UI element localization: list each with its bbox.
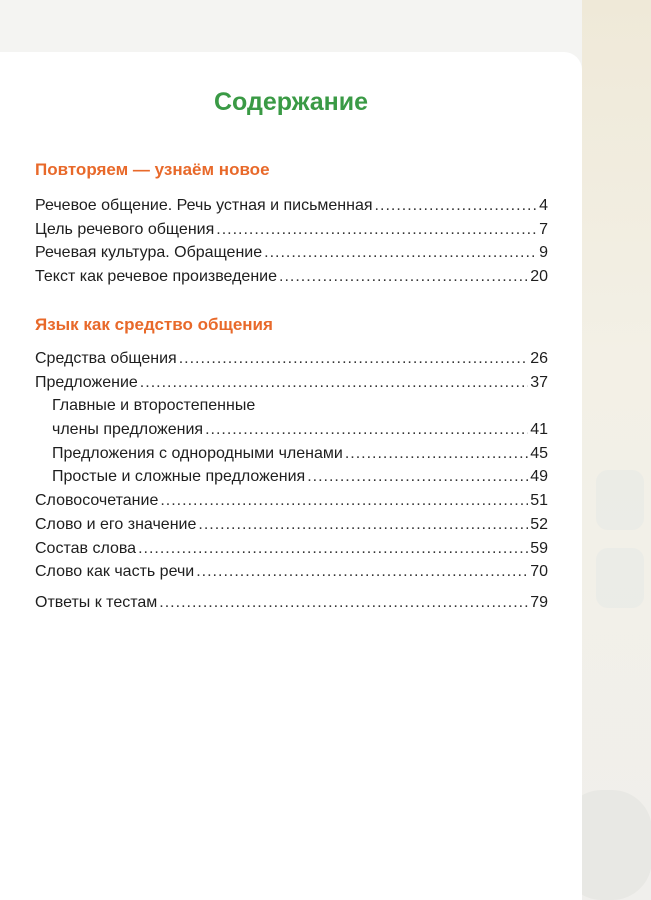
toc-item[interactable] (35, 468, 548, 492)
decorative-shape (596, 548, 644, 608)
toc-item[interactable] (35, 350, 548, 374)
section-title-language: Язык как средство общения (35, 315, 273, 334)
toc-item[interactable] (35, 540, 548, 564)
toc-item-label: Речевое общение. Речь устная и письменная (35, 197, 373, 214)
toc-item[interactable] (35, 374, 548, 398)
leader-dots (216, 221, 537, 239)
toc-list-review (35, 197, 548, 292)
toc-item-label: Состав слова (35, 539, 137, 557)
toc-item-label: Слово как часть речи (35, 563, 195, 581)
toc-item-label: Предложения с однородными членами (52, 444, 343, 462)
leader-dots (205, 421, 528, 439)
toc-item-page: 45 (530, 444, 548, 462)
toc-item-label: Главные и второстепенные (52, 397, 256, 415)
toc-item[interactable] (35, 397, 548, 421)
toc-item-label: Ответы к тестам (35, 594, 158, 611)
toc-item[interactable] (35, 268, 548, 292)
toc-item-page: 4 (539, 197, 548, 214)
toc-item[interactable] (35, 421, 548, 445)
leader-dots (375, 197, 538, 215)
toc-item[interactable] (35, 244, 548, 268)
toc-item-label: Словосочетание (35, 492, 159, 510)
toc-item-label: Простые и сложные предложения (52, 468, 306, 486)
toc-list-answers (35, 594, 548, 618)
toc-item-label: Речевая культура. Обращение (35, 244, 263, 262)
leader-dots (307, 468, 528, 486)
toc-item-label: Текст как речевое произведение (35, 268, 277, 286)
toc-item-label: члены предложения (52, 421, 204, 439)
toc-item-page: 37 (530, 373, 548, 391)
toc-item-label: Предложение (35, 373, 138, 391)
leader-dots (279, 268, 528, 286)
section-title-review: Повторяем — узнаём новое (35, 160, 270, 179)
toc-item-page: 79 (530, 594, 548, 611)
toc-item[interactable] (35, 492, 548, 516)
leader-dots (140, 374, 528, 392)
toc-item[interactable] (35, 221, 548, 245)
toc-item-page: 26 (530, 350, 548, 367)
toc-item-label: Средства общения (35, 350, 177, 367)
leader-dots (138, 540, 528, 558)
toc-item-page: 51 (530, 492, 548, 510)
toc-list-language (35, 350, 548, 587)
toc-item[interactable] (35, 197, 548, 221)
leader-dots (179, 350, 528, 368)
leader-dots (198, 516, 528, 534)
decorative-shape (596, 470, 644, 530)
leader-dots (264, 244, 537, 262)
toc-item-page: 59 (530, 539, 548, 557)
toc-item[interactable] (35, 516, 548, 540)
next-page-edge (582, 0, 651, 900)
toc-item[interactable] (35, 563, 548, 587)
toc-item[interactable] (35, 445, 548, 469)
toc-item-page: 49 (530, 468, 548, 486)
leader-dots (159, 594, 528, 612)
toc-item-page: 70 (530, 563, 548, 581)
toc-item-label: Цель речевого общения (35, 220, 215, 238)
leader-dots (345, 445, 528, 463)
leader-dots (160, 492, 528, 510)
toc-item-label: Слово и его значение (35, 515, 197, 533)
toc-item-page: 52 (530, 515, 548, 533)
toc-item-page: 20 (530, 268, 548, 286)
toc-item-answers[interactable] (35, 594, 548, 618)
leader-dots (196, 563, 528, 581)
page-title: Содержание (213, 88, 369, 116)
toc-item-page: 41 (530, 421, 548, 439)
toc-item-page: 9 (539, 244, 548, 262)
toc-item-page: 7 (539, 220, 548, 238)
